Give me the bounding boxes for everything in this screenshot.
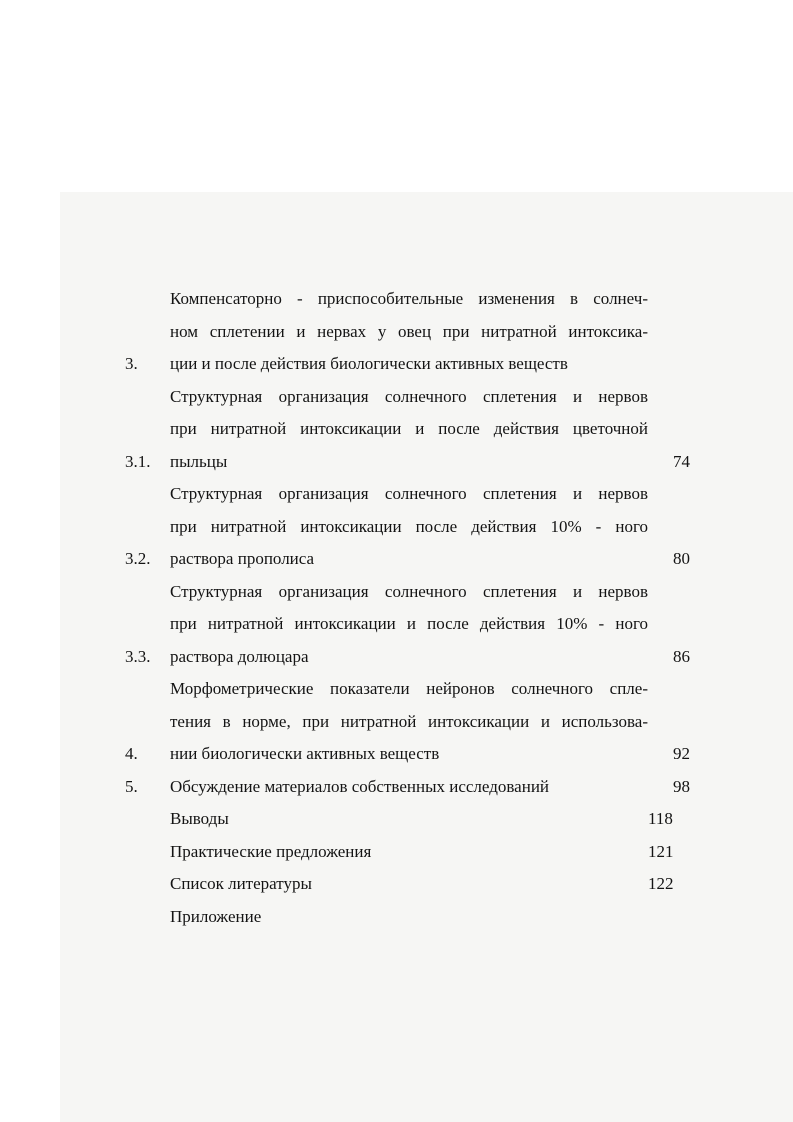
- toc-entry-4: [0, 673, 793, 771]
- toc-entry-conclusions: [0, 803, 793, 836]
- toc-entry-page: 121: [648, 841, 674, 861]
- toc-entry-title: [170, 381, 648, 479]
- toc-entry-appendix: [0, 901, 793, 934]
- toc-entry-number: 3.3.: [125, 646, 151, 666]
- toc-entry-number: 4.: [125, 744, 138, 763]
- toc-entry-line: раствора прополиса: [170, 549, 315, 568]
- toc-entry-line: нии биологически активных веществ: [170, 744, 440, 763]
- toc-entry-number: 3.: [125, 354, 138, 373]
- toc-entry-line: Обсуждение материалов собственных исследований: [170, 776, 550, 796]
- toc-entry-references: [0, 868, 793, 901]
- toc-entry-line: Структурная организация солнечного сплетения и нервов: [170, 386, 648, 406]
- toc-entry-number: 3.1.: [125, 451, 151, 471]
- toc-entry-line: Выводы: [170, 809, 229, 828]
- toc-entry-title: [170, 803, 648, 836]
- toc-entry-3-1: [0, 381, 793, 479]
- toc-entry-line: при нитратной интоксикации и после действия 10% - ного: [170, 614, 648, 633]
- toc-entry-page: 122: [648, 874, 674, 893]
- toc-entry-title: [170, 576, 648, 674]
- toc-entry-line: при нитратной интоксикации и после действия цветочной: [170, 419, 648, 438]
- toc-entry-title: [170, 283, 648, 381]
- table-of-contents: [0, 283, 793, 933]
- toc-entry-title: [170, 771, 648, 804]
- toc-entry-title: [170, 836, 648, 869]
- toc-entry-page: 80: [673, 549, 690, 568]
- toc-entry-line: тения в норме, при нитратной интоксикации и использова-: [170, 711, 648, 731]
- toc-entry-page: 118: [648, 809, 673, 828]
- toc-entry-line: Список литературы: [170, 874, 312, 893]
- toc-entry-line: Структурная организация солнечного сплетения и нервов: [170, 484, 648, 503]
- toc-entry-line: Практические предложения: [170, 841, 372, 861]
- toc-entry-line: Структурная организация солнечного сплетения и нервов: [170, 581, 648, 601]
- toc-entry-line: Приложение: [170, 906, 262, 926]
- toc-entry-page: 86: [673, 646, 690, 666]
- toc-entry-line: ном сплетении и нервах у овец при нитратной интоксика-: [170, 321, 648, 341]
- toc-entry-line: Морфометрические показатели нейронов солнечного спле-: [170, 679, 648, 698]
- toc-entry-line: Компенсаторно - приспособительные изменения в солнеч-: [170, 289, 648, 308]
- toc-entry-line: при нитратной интоксикации после действия 10% - ного: [170, 516, 648, 536]
- toc-entry-3: [0, 283, 793, 381]
- toc-entry-line: пыльцы: [170, 451, 228, 471]
- toc-entry-number: 3.2.: [125, 549, 151, 568]
- toc-entry-5: [0, 771, 793, 804]
- toc-entry-line: ции и после действия биологически активных веществ: [170, 354, 568, 373]
- toc-entry-title: [170, 478, 648, 576]
- toc-entry-3-2: [0, 478, 793, 576]
- toc-entry-title: [170, 868, 648, 901]
- toc-entry-number: 5.: [125, 776, 138, 796]
- toc-entry-practical-proposals: [0, 836, 793, 869]
- toc-entry-page: 98: [673, 776, 690, 796]
- toc-entry-page: 74: [673, 451, 690, 471]
- toc-entry-3-3: [0, 576, 793, 674]
- toc-entry-title: [170, 673, 648, 771]
- toc-entry-title: [170, 901, 648, 934]
- toc-entry-line: раствора долюцара: [170, 646, 309, 666]
- toc-entry-page: 92: [673, 744, 690, 763]
